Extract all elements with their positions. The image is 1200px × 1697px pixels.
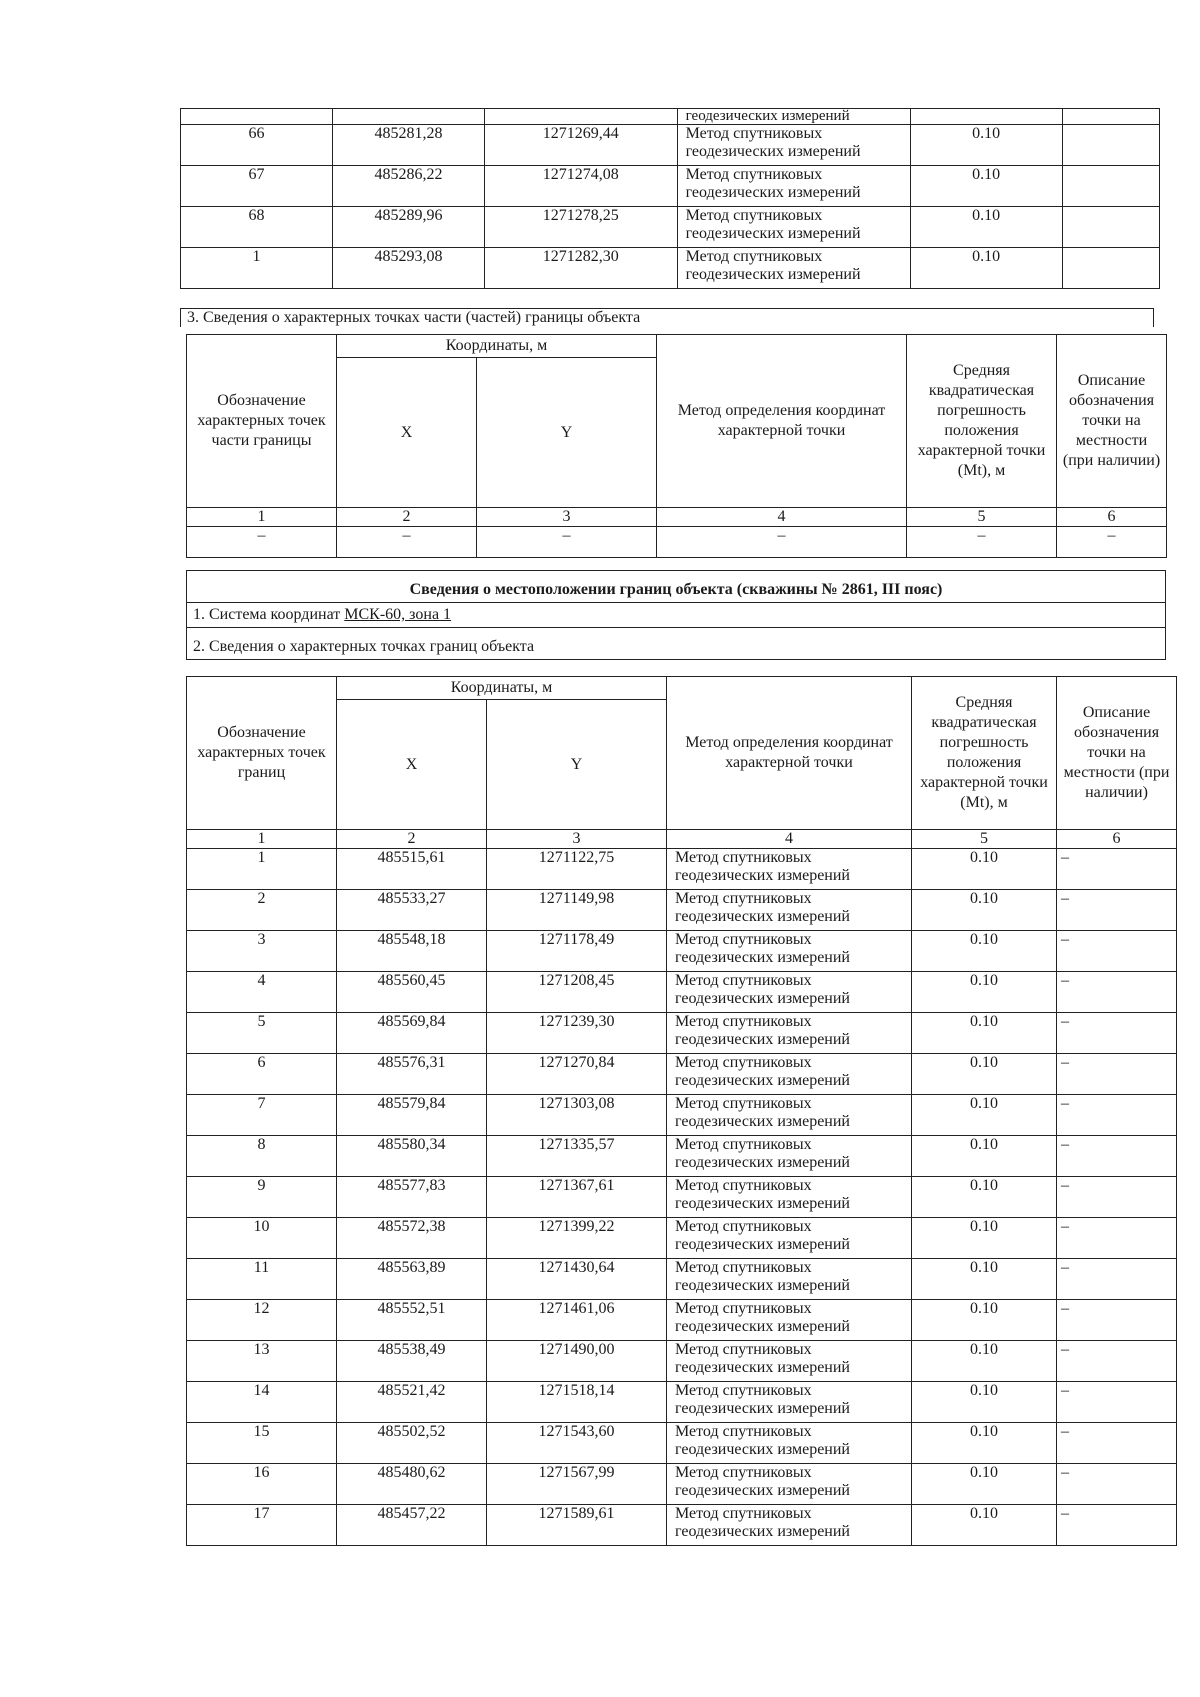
- x-coordinate: 485289,96: [333, 207, 485, 248]
- carry-method-text: геодезических измерений: [677, 109, 910, 125]
- error-value: 0.10: [910, 248, 1062, 289]
- col-x-header: X: [337, 700, 487, 830]
- table-row: [187, 972, 1177, 1013]
- method-line: геодезических измерений: [675, 1072, 850, 1089]
- point-number: 68: [181, 207, 333, 248]
- point-number: 2: [187, 890, 337, 931]
- point-number: 8: [187, 1136, 337, 1177]
- error-value: 0.10: [912, 1341, 1057, 1382]
- x-coordinate: 485552,51: [337, 1300, 487, 1341]
- col-y-header: Y: [477, 358, 657, 508]
- method-cell: [667, 1136, 912, 1177]
- y-coordinate: 1271461,06: [487, 1300, 667, 1341]
- method-cell: [677, 125, 910, 166]
- method-cell: [677, 207, 910, 248]
- error-value: 0.10: [912, 1505, 1057, 1546]
- error-value: 0.10: [912, 1177, 1057, 1218]
- table-row: [187, 1505, 1177, 1546]
- method-cell: [667, 1013, 912, 1054]
- empty-cell: –: [907, 527, 1057, 558]
- description: –: [1057, 1013, 1177, 1054]
- y-coordinate: 1271430,64: [487, 1259, 667, 1300]
- description: [1062, 207, 1159, 248]
- method-line: Метод спутниковых: [685, 125, 823, 142]
- index-cell: 3: [477, 508, 657, 527]
- method-line: Метод спутниковых: [685, 207, 823, 224]
- index-cell: 6: [1057, 830, 1177, 849]
- y-coordinate: 1271270,84: [487, 1054, 667, 1095]
- method-line: Метод спутниковых: [675, 1382, 812, 1399]
- point-number: 12: [187, 1300, 337, 1341]
- error-value: 0.10: [912, 1013, 1057, 1054]
- error-value: 0.10: [912, 1054, 1057, 1095]
- method-line: Метод спутниковых: [685, 166, 823, 183]
- x-coordinate: 485538,49: [337, 1341, 487, 1382]
- table-row: [187, 849, 1177, 890]
- description: –: [1057, 1505, 1177, 1546]
- y-coordinate: 1271589,61: [487, 1505, 667, 1546]
- method-cell: [667, 1259, 912, 1300]
- y-coordinate: 1271367,61: [487, 1177, 667, 1218]
- y-coordinate: 1271239,30: [487, 1013, 667, 1054]
- point-number: 9: [187, 1177, 337, 1218]
- part-boundary-table: [186, 334, 1167, 558]
- col-y-header: Y: [487, 700, 667, 830]
- method-line: геодезических измерений: [675, 1113, 850, 1130]
- method-line: Метод спутниковых: [675, 1095, 812, 1112]
- table-row: [187, 931, 1177, 972]
- table-row: [187, 1095, 1177, 1136]
- y-coordinate: 1271335,57: [487, 1136, 667, 1177]
- method-line: геодезических измерений: [675, 1236, 850, 1253]
- method-cell: [677, 166, 910, 207]
- point-number: 67: [181, 166, 333, 207]
- method-line: Метод спутниковых: [675, 1177, 812, 1194]
- table-row: [187, 1013, 1177, 1054]
- y-coordinate: 1271303,08: [487, 1095, 667, 1136]
- error-value: 0.10: [910, 125, 1062, 166]
- x-coordinate: 485515,61: [337, 849, 487, 890]
- method-line: Метод спутниковых: [675, 1341, 812, 1358]
- point-number: 15: [187, 1423, 337, 1464]
- point-number: 4: [187, 972, 337, 1013]
- description: –: [1057, 1136, 1177, 1177]
- table-row: [187, 1054, 1177, 1095]
- method-line: геодезических измерений: [675, 990, 850, 1007]
- x-coordinate: 485577,83: [337, 1177, 487, 1218]
- error-value: 0.10: [912, 1423, 1057, 1464]
- error-value: 0.10: [912, 849, 1057, 890]
- x-coordinate: 485533,27: [337, 890, 487, 931]
- method-line: геодезических измерений: [675, 867, 850, 884]
- col-error-header: Средняя квадратическая погрешность положения характерной точки (Mt), м: [907, 335, 1057, 508]
- method-cell: [667, 1423, 912, 1464]
- method-cell: [667, 1464, 912, 1505]
- y-coordinate: 1271543,60: [487, 1423, 667, 1464]
- method-line: Метод спутниковых: [675, 1218, 812, 1235]
- y-coordinate: 1271178,49: [487, 931, 667, 972]
- col-x-header: X: [337, 358, 477, 508]
- x-coordinate: 485572,38: [337, 1218, 487, 1259]
- point-number: 1: [181, 248, 333, 289]
- description: –: [1057, 1259, 1177, 1300]
- method-line: геодезических измерений: [675, 1318, 850, 1335]
- coordinate-system-label: 1. Система координат: [193, 606, 345, 623]
- description: –: [1057, 1300, 1177, 1341]
- method-line: геодезических измерений: [675, 1482, 850, 1499]
- method-cell: [667, 890, 912, 931]
- method-line: Метод спутниковых: [675, 1136, 812, 1153]
- x-coordinate: 485281,28: [333, 125, 485, 166]
- y-coordinate: 1271149,98: [487, 890, 667, 931]
- well-section-title: Сведения о местоположении границ объекта (скважины № 2861, III пояс): [187, 571, 1165, 603]
- description: [1062, 166, 1159, 207]
- table-row: [187, 890, 1177, 931]
- table-row: [187, 1464, 1177, 1505]
- col-coords-header: Координаты, м: [337, 335, 657, 358]
- method-line: геодезических измерений: [685, 184, 861, 201]
- table-row: [181, 166, 1160, 207]
- section2-title: 2. Сведения о характерных точках границ объекта: [187, 628, 1165, 660]
- error-value: 0.10: [910, 207, 1062, 248]
- index-row: [187, 830, 1177, 849]
- index-cell: 1: [187, 830, 337, 849]
- method-line: Метод спутниковых: [675, 1423, 812, 1440]
- method-line: Метод спутниковых: [675, 1300, 812, 1317]
- table-row: [187, 1218, 1177, 1259]
- index-cell: 4: [667, 830, 912, 849]
- index-cell: 6: [1057, 508, 1167, 527]
- section3-title: 3. Сведения о характерных точках части (частей) границы объекта: [180, 308, 1154, 327]
- x-coordinate: 485576,31: [337, 1054, 487, 1095]
- x-coordinate: 485293,08: [333, 248, 485, 289]
- method-cell: [677, 248, 910, 289]
- index-cell: 3: [487, 830, 667, 849]
- method-line: геодезических измерений: [685, 143, 861, 160]
- description: –: [1057, 890, 1177, 931]
- method-cell: [667, 972, 912, 1013]
- method-cell: [667, 849, 912, 890]
- table-row: [181, 248, 1160, 289]
- coordinate-system-value: МСК-60, зона 1: [344, 606, 452, 623]
- method-line: геодезических измерений: [675, 1031, 850, 1048]
- method-line: геодезических измерений: [675, 1441, 850, 1458]
- error-value: 0.10: [912, 972, 1057, 1013]
- y-coordinate: 1271274,08: [485, 166, 678, 207]
- method-line: Метод спутниковых: [675, 931, 812, 948]
- index-cell: 4: [657, 508, 907, 527]
- point-number: 14: [187, 1382, 337, 1423]
- table-row: [187, 1300, 1177, 1341]
- point-number: 11: [187, 1259, 337, 1300]
- point-number: 17: [187, 1505, 337, 1546]
- previous-points-table: [180, 108, 1160, 289]
- error-value: 0.10: [912, 1300, 1057, 1341]
- table-row: [187, 1382, 1177, 1423]
- x-coordinate: 485457,22: [337, 1505, 487, 1546]
- method-line: геодезических измерений: [685, 225, 861, 242]
- error-value: 0.10: [912, 931, 1057, 972]
- description: –: [1057, 1464, 1177, 1505]
- x-coordinate: 485286,22: [333, 166, 485, 207]
- method-cell: [667, 1177, 912, 1218]
- method-line: Метод спутниковых: [675, 972, 812, 989]
- method-line: Метод спутниковых: [675, 1259, 812, 1276]
- method-cell: [667, 1218, 912, 1259]
- y-coordinate: 1271208,45: [487, 972, 667, 1013]
- col-coords-header: Координаты, м: [337, 677, 667, 700]
- col-point-header: Обозначение характерных точек части границы: [187, 335, 337, 508]
- description: –: [1057, 931, 1177, 972]
- coordinate-system-line: [187, 603, 1165, 628]
- point-number: 10: [187, 1218, 337, 1259]
- index-row: [187, 508, 1167, 527]
- description: –: [1057, 1423, 1177, 1464]
- empty-cell: –: [337, 527, 477, 558]
- table-row: [181, 207, 1160, 248]
- empty-cell: –: [477, 527, 657, 558]
- x-coordinate: 485502,52: [337, 1423, 487, 1464]
- col-point-header: Обозначение характерных точек границ: [187, 677, 337, 830]
- boundary-points-table: [186, 676, 1177, 1546]
- x-coordinate: 485580,34: [337, 1136, 487, 1177]
- description: –: [1057, 1341, 1177, 1382]
- header-row: [187, 677, 1177, 700]
- y-coordinate: 1271269,44: [485, 125, 678, 166]
- point-number: 66: [181, 125, 333, 166]
- point-number: 3: [187, 931, 337, 972]
- table-row: [187, 1136, 1177, 1177]
- empty-cell: –: [1057, 527, 1167, 558]
- carry-row: [181, 109, 1160, 125]
- error-value: 0.10: [912, 1136, 1057, 1177]
- description: [1062, 248, 1159, 289]
- empty-cell: –: [657, 527, 907, 558]
- description: [1062, 125, 1159, 166]
- error-value: 0.10: [912, 1259, 1057, 1300]
- y-coordinate: 1271282,30: [485, 248, 678, 289]
- header-row: [187, 335, 1167, 358]
- method-cell: [667, 1300, 912, 1341]
- method-line: геодезических измерений: [675, 1400, 850, 1417]
- x-coordinate: 485579,84: [337, 1095, 487, 1136]
- method-cell: [667, 1095, 912, 1136]
- method-line: геодезических измерений: [675, 1277, 850, 1294]
- description: –: [1057, 1095, 1177, 1136]
- point-number: 1: [187, 849, 337, 890]
- error-value: 0.10: [912, 1382, 1057, 1423]
- x-coordinate: 485521,42: [337, 1382, 487, 1423]
- method-line: Метод спутниковых: [675, 890, 812, 907]
- table-row: [187, 1341, 1177, 1382]
- description: –: [1057, 1177, 1177, 1218]
- error-value: 0.10: [912, 1095, 1057, 1136]
- index-cell: 5: [907, 508, 1057, 527]
- col-method-header: Метод определения координат характерной точки: [667, 677, 912, 830]
- col-method-header: Метод определения координат характерной точки: [657, 335, 907, 508]
- table-row: [187, 1259, 1177, 1300]
- description: –: [1057, 1218, 1177, 1259]
- empty-cell: –: [187, 527, 337, 558]
- index-cell: 1: [187, 508, 337, 527]
- method-line: геодезических измерений: [675, 949, 850, 966]
- x-coordinate: 485560,45: [337, 972, 487, 1013]
- y-coordinate: 1271278,25: [485, 207, 678, 248]
- error-value: 0.10: [910, 166, 1062, 207]
- error-value: 0.10: [912, 1464, 1057, 1505]
- method-line: геодезических измерений: [675, 908, 850, 925]
- method-line: Метод спутниковых: [675, 1013, 812, 1030]
- method-line: геодезических измерений: [675, 1154, 850, 1171]
- col-desc-header: Описание обозначения точки на местности (при наличии): [1057, 335, 1167, 508]
- index-cell: 2: [337, 508, 477, 527]
- method-line: геодезических измерений: [675, 1523, 850, 1540]
- method-line: Метод спутниковых: [675, 1464, 812, 1481]
- method-cell: [667, 931, 912, 972]
- error-value: 0.10: [912, 890, 1057, 931]
- method-line: геодезических измерений: [675, 1195, 850, 1212]
- y-coordinate: 1271567,99: [487, 1464, 667, 1505]
- error-value: 0.10: [912, 1218, 1057, 1259]
- description: –: [1057, 1054, 1177, 1095]
- y-coordinate: 1271399,22: [487, 1218, 667, 1259]
- col-error-header: Средняя квадратическая погрешность положения характерной точки (Mt), м: [912, 677, 1057, 830]
- col-desc-header: Описание обозначения точки на местности (при наличии): [1057, 677, 1177, 830]
- description: –: [1057, 972, 1177, 1013]
- method-line: геодезических измерений: [675, 1359, 850, 1376]
- y-coordinate: 1271122,75: [487, 849, 667, 890]
- table-row: [187, 1177, 1177, 1218]
- table-row: [187, 1423, 1177, 1464]
- point-number: 5: [187, 1013, 337, 1054]
- point-number: 6: [187, 1054, 337, 1095]
- x-coordinate: 485548,18: [337, 931, 487, 972]
- x-coordinate: 485563,89: [337, 1259, 487, 1300]
- description: –: [1057, 1382, 1177, 1423]
- description: –: [1057, 849, 1177, 890]
- method-line: Метод спутниковых: [685, 248, 823, 265]
- method-line: Метод спутниковых: [675, 1505, 812, 1522]
- point-number: 7: [187, 1095, 337, 1136]
- well-section: [186, 570, 1166, 660]
- method-cell: [667, 1382, 912, 1423]
- method-cell: [667, 1054, 912, 1095]
- method-line: геодезических измерений: [685, 266, 861, 283]
- x-coordinate: 485569,84: [337, 1013, 487, 1054]
- y-coordinate: 1271490,00: [487, 1341, 667, 1382]
- index-cell: 2: [337, 830, 487, 849]
- y-coordinate: 1271518,14: [487, 1382, 667, 1423]
- point-number: 16: [187, 1464, 337, 1505]
- method-line: Метод спутниковых: [675, 849, 812, 866]
- table-row: [181, 125, 1160, 166]
- index-cell: 5: [912, 830, 1057, 849]
- method-line: Метод спутниковых: [675, 1054, 812, 1071]
- point-number: 13: [187, 1341, 337, 1382]
- method-cell: [667, 1341, 912, 1382]
- empty-row: [187, 527, 1167, 558]
- method-cell: [667, 1505, 912, 1546]
- x-coordinate: 485480,62: [337, 1464, 487, 1505]
